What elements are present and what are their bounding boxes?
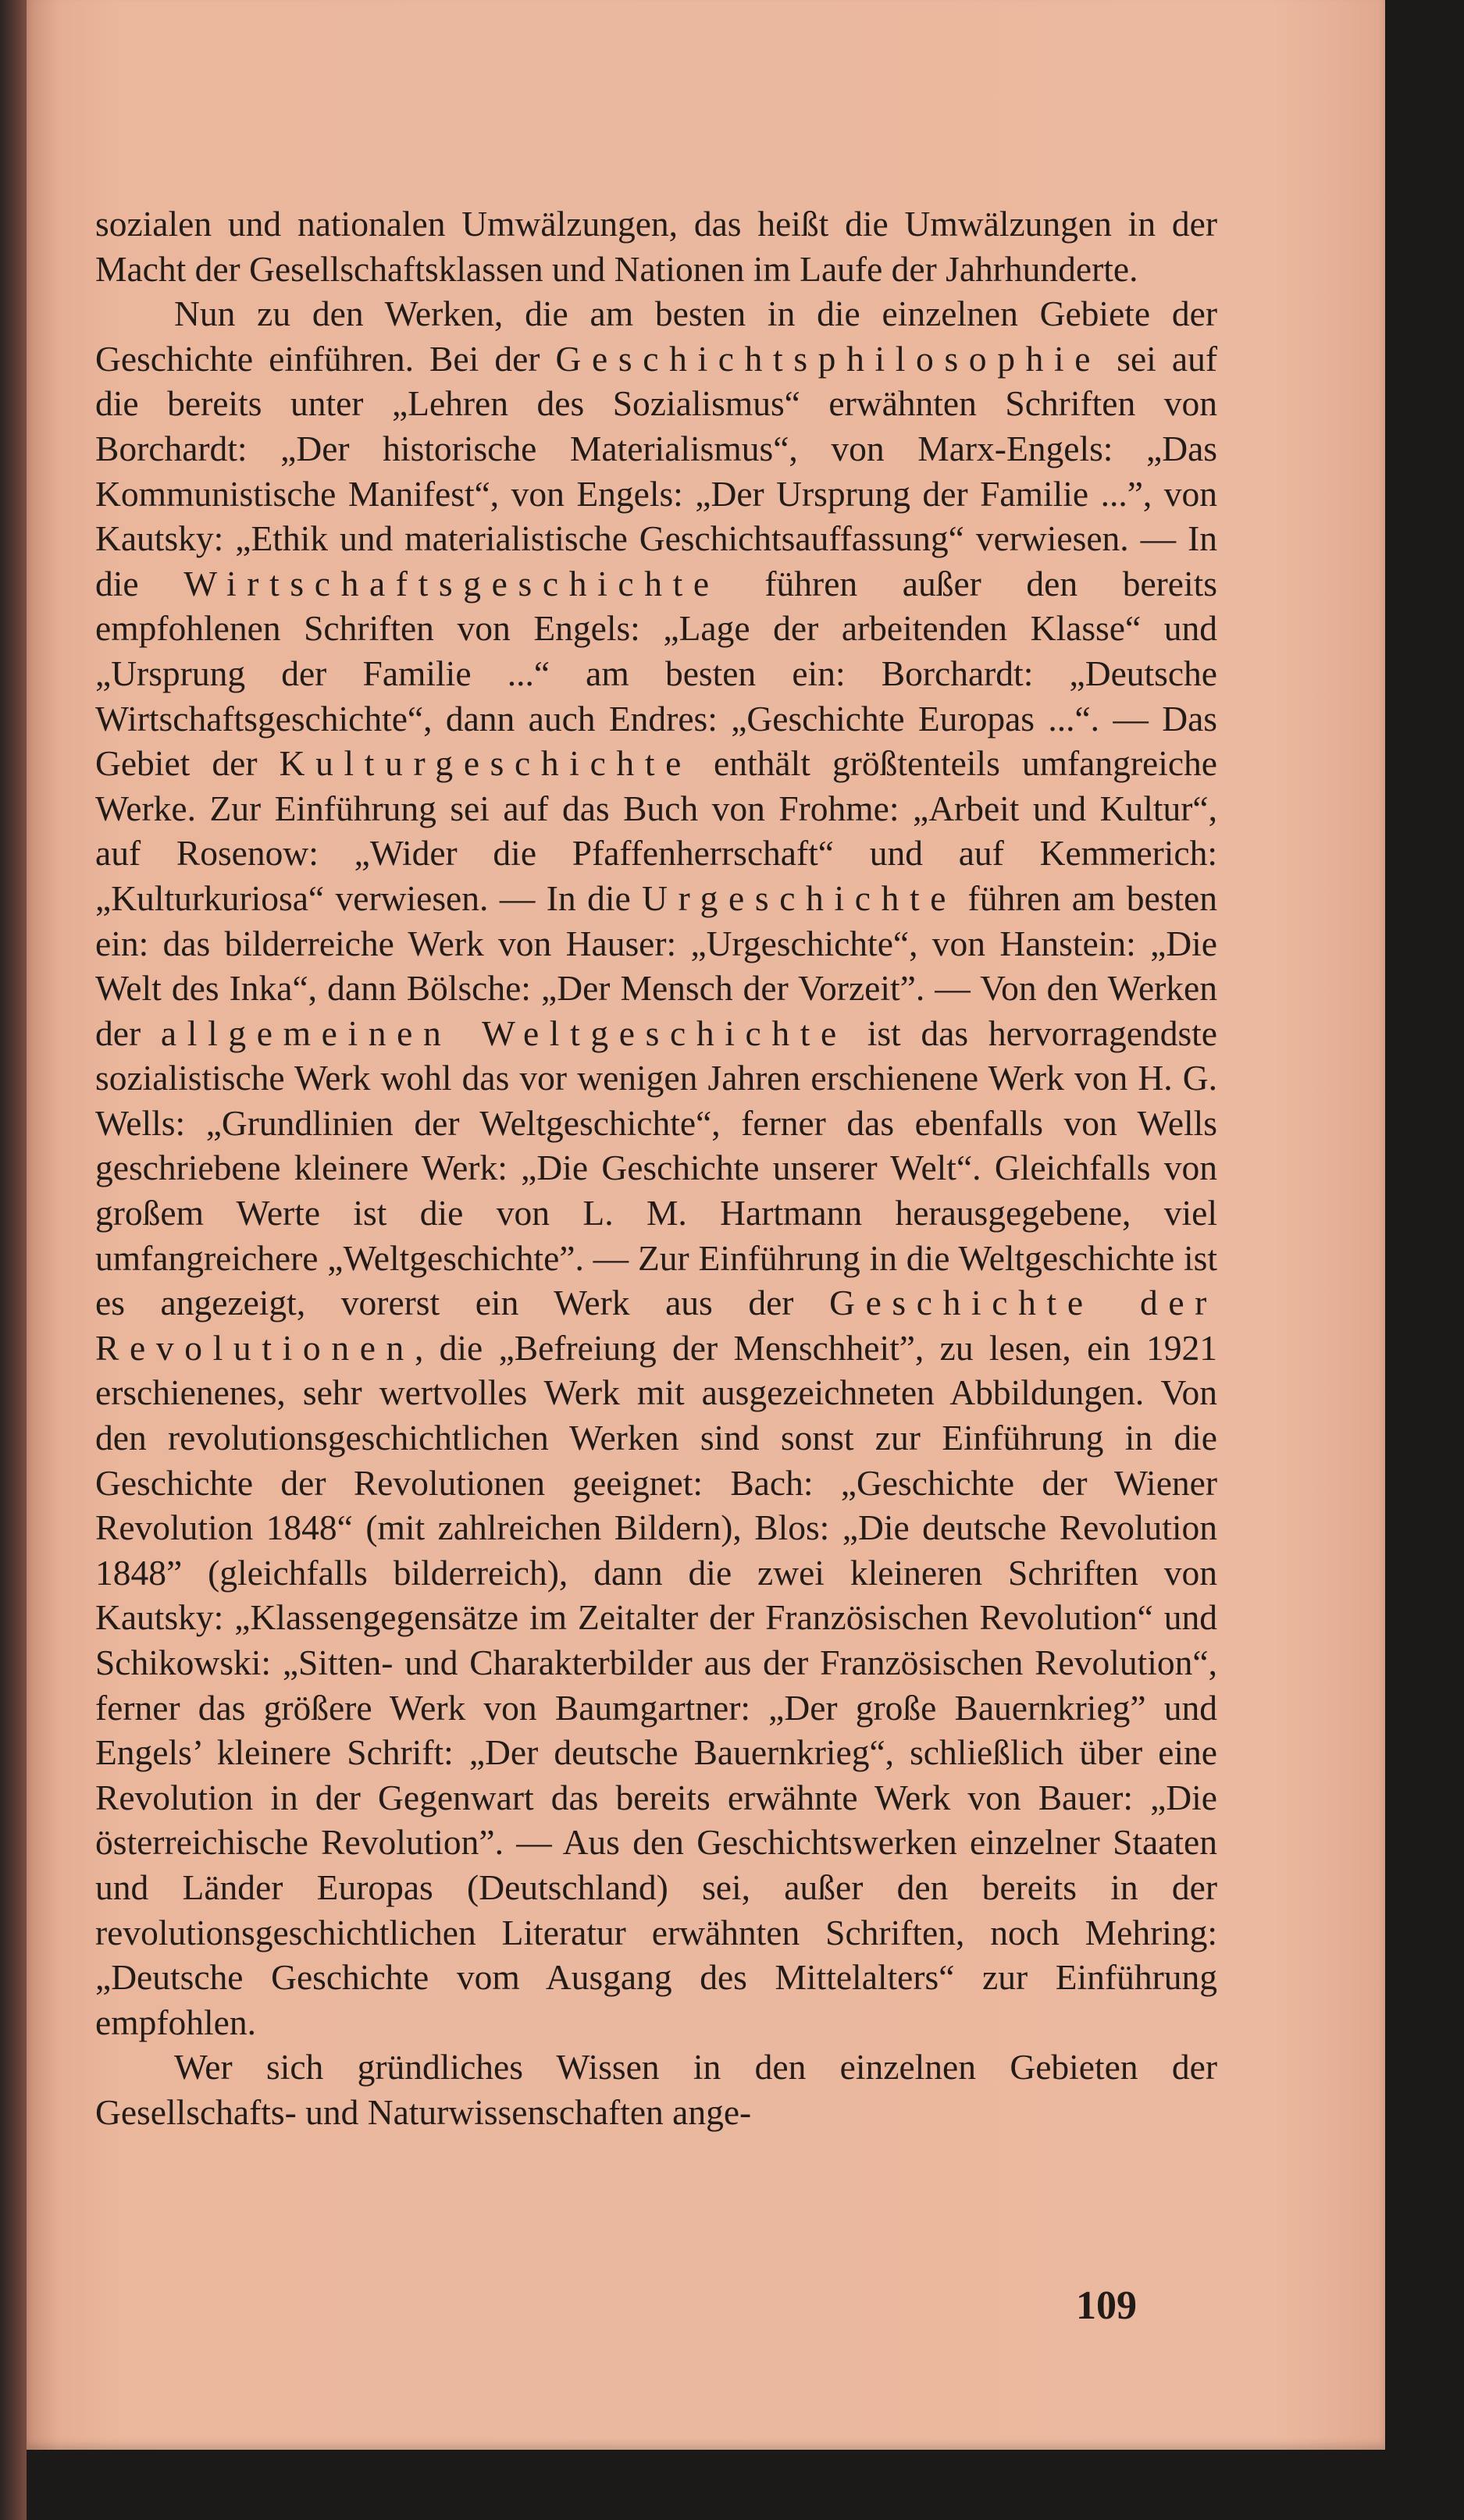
emphasized-term: Wirtschaftsgeschichte	[183, 563, 720, 603]
paragraph	[95, 201, 1217, 291]
page-body-text	[95, 201, 1217, 2135]
text-run: sei auf die bereits unter „Lehren des Sozialismus“ erwähnten Schriften von Borchardt: „Der historische Materialismus“, von Marx-Engels: „Das Kommunistische Manifest“, von Engels: „Der Ursprung der Familie ...”, von Kautsky: „Ethik und materialistische Geschichtsauffassung“ verwiesen. — In die	[95, 338, 1217, 603]
paragraph	[95, 2045, 1217, 2134]
text-run: Wer sich gründliches Wissen in den einzelnen Gebieten der Gesellschafts- und Naturwissenschaften ange-	[95, 2047, 1217, 2132]
text-run: ist das hervorragendste sozialistische Werk wohl das vor wenigen Jahren erschienene Werk von H. G. Wells: „Grundlinien der Weltgeschichte“, ferner das ebenfalls von Wells geschriebene kleinere Werk: „Die Geschichte unserer Welt“. Gleichfalls von großem Werte ist die von L. M. Hartmann herausgegebene, viel umfangreichere „Weltgeschichte”. — Zur Einführung in die Weltgeschichte ist es angezeigt, vorerst ein Werk aus der	[95, 1013, 1217, 1323]
text-run: enthält größtenteils umfangreiche Werke. Zur Einführung sei auf das Buch von Frohme: „Arbeit und Kultur“, auf Rosenow: „Wider die Pfaffenherrschaft“ und auf Kemmerich: „Kulturkuriosa“ verwiesen. — In die	[95, 743, 1217, 918]
book-spine	[0, 0, 27, 2520]
book-page	[27, 0, 1385, 2450]
text-run: sozialen und nationalen Umwälzungen, das heißt die Umwälzungen in der Macht der Gesellschaftsklassen und Nationen im Laufe der Jahrhunderte.	[95, 204, 1217, 289]
emphasized-term: Kulturgeschichte	[279, 743, 692, 784]
text-run: , die „Befreiung der Menschheit”, zu lesen, ein 1921 erschienenes, sehr wertvolles Werk mit ausgezeichneten Abbildungen. Von den revolutionsgeschichtlichen Werken sind sonst zur Einführung in die Geschichte der Revolutionen geeignet: Bach: „Geschichte der Wiener Revolution 1848“ (mit zahlreichen Bildern), Blos: „Die deutsche Revolution 1848” (gleichfalls bilderreich), dann die zwei kleineren Schriften von Kautsky: „Klassengegensätze im Zeitalter der Französischen Revolution“ und Schikowski: „Sitten- und Charakterbilder aus der Französischen Revolution“, ferner das größere Werk von Baumgartner: „Der große Bauernkrieg” und Engels’ kleinere Schrift: „Der deutsche Bauernkrieg“, schließlich über eine Revolution in der Gegenwart das bereits erwähnte Werk von Bauer: „Die österreichische Revolution”. — Aus den Geschichtswerken einzelner Staaten und Länder Europas (Deutschland) sei, außer den bereits in der revolutionsgeschichtlichen Literatur erwähnten Schriften, noch Mehring: „Deutsche Geschichte vom Ausgang des Mittelalters“ zur Einführung empfohlen.	[95, 1327, 1217, 2042]
emphasized-term: Geschichtsphilosophie	[555, 338, 1102, 379]
emphasized-term: Geschichte der Revolutionen	[95, 1283, 1217, 1368]
page-number: 109	[1076, 2283, 1137, 2328]
text-run: Nun zu den Werken, die am besten in die einzelnen Gebiete der Geschichte einführen. Bei der	[95, 294, 1217, 379]
text-run: führen außer den bereits empfohlenen Schriften von Engels: „Lage der arbeitenden Klasse“ und „Ursprung der Familie ...“ am besten ein: Borchardt: „Deutsche Wirtschaftsgeschichte“, dann auch Endres: „Geschichte Europas ...“. — Das Gebiet der	[95, 563, 1217, 784]
text-run: führen am besten ein: das bilderreiche Werk von Hauser: „Urgeschichte“, von Hanstein: „Die Welt des Inka“, dann Bölsche: „Der Mensch der Vorzeit”. — Von den Werken der	[95, 877, 1217, 1053]
emphasized-term: allgemeinen Weltgeschichte	[160, 1013, 847, 1053]
paragraph	[95, 291, 1217, 2045]
emphasized-term: Urgeschichte	[642, 877, 957, 918]
